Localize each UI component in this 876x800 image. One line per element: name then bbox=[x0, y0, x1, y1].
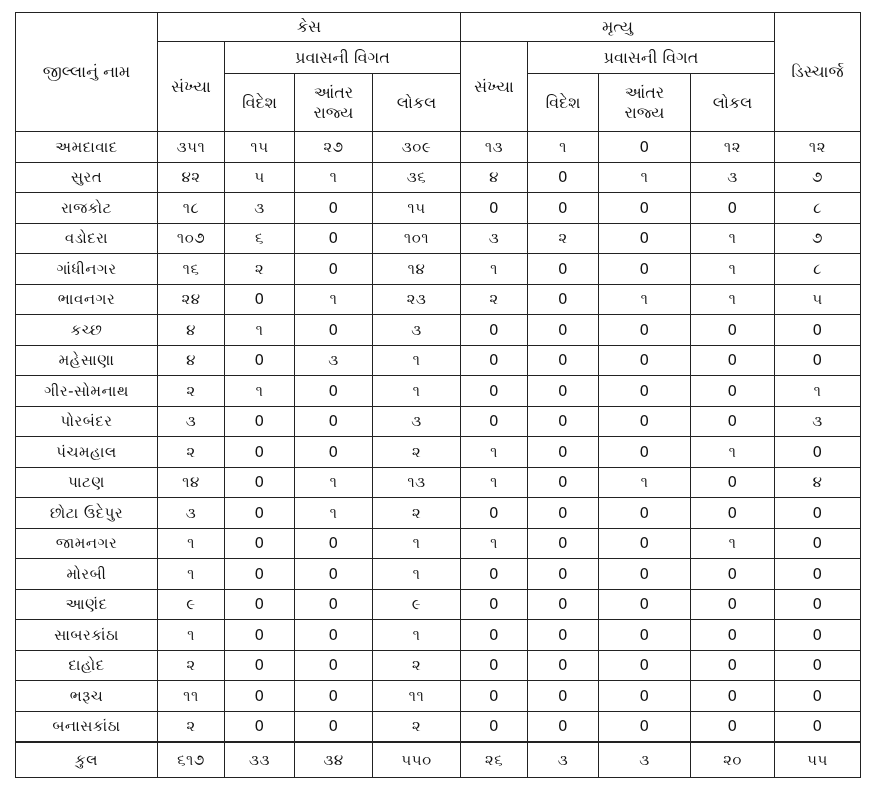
cases-interstate: 0 bbox=[295, 589, 373, 620]
cases-local: ૧૪ bbox=[373, 254, 461, 285]
header-cases-local: લોકલ bbox=[373, 74, 461, 132]
deaths-local: 0 bbox=[691, 406, 775, 437]
discharge-count: 0 bbox=[775, 315, 861, 346]
district-name: ભરૂચ bbox=[16, 681, 158, 712]
cases-local: ૧ bbox=[373, 528, 461, 559]
cases-local: ૩૬ bbox=[373, 162, 461, 193]
cases-interstate: ૨૭ bbox=[295, 132, 373, 163]
district-name: આણંદ bbox=[16, 589, 158, 620]
discharge-count: 0 bbox=[775, 620, 861, 651]
table-row bbox=[16, 406, 861, 437]
deaths-interstate: 0 bbox=[599, 711, 691, 742]
cases-interstate: ૧ bbox=[295, 284, 373, 315]
deaths-count: ૩ bbox=[461, 223, 528, 254]
deaths-count: 0 bbox=[461, 711, 528, 742]
district-name: મોરબી bbox=[16, 559, 158, 590]
cases-interstate: 0 bbox=[295, 711, 373, 742]
cases-count: ૨ bbox=[158, 650, 225, 681]
cases-foreign: 0 bbox=[225, 711, 295, 742]
table-row bbox=[16, 162, 861, 193]
deaths-local: 0 bbox=[691, 711, 775, 742]
table-row bbox=[16, 589, 861, 620]
deaths-local: ૧૨ bbox=[691, 132, 775, 163]
deaths-foreign: 0 bbox=[528, 528, 599, 559]
district-name: વડોદરા bbox=[16, 223, 158, 254]
cases-interstate: 0 bbox=[295, 223, 373, 254]
discharge-count: ૧૨ bbox=[775, 132, 861, 163]
cases-local: ૨૩ bbox=[373, 284, 461, 315]
cases-foreign: 0 bbox=[225, 406, 295, 437]
district-name: કચ્છ bbox=[16, 315, 158, 346]
deaths-interstate: 0 bbox=[599, 528, 691, 559]
district-name: જામનગર bbox=[16, 528, 158, 559]
deaths-local: 0 bbox=[691, 498, 775, 529]
total-deaths-local: ૨૦ bbox=[691, 742, 775, 778]
deaths-count: ૧ bbox=[461, 467, 528, 498]
deaths-local: 0 bbox=[691, 620, 775, 651]
discharge-count: 0 bbox=[775, 589, 861, 620]
discharge-count: 0 bbox=[775, 650, 861, 681]
cases-local: ૨ bbox=[373, 498, 461, 529]
cases-local: ૧ bbox=[373, 620, 461, 651]
cases-count: ૩ bbox=[158, 406, 225, 437]
deaths-count: ૧૩ bbox=[461, 132, 528, 163]
deaths-count: 0 bbox=[461, 498, 528, 529]
deaths-count: ૧ bbox=[461, 528, 528, 559]
deaths-interstate: ૧ bbox=[599, 284, 691, 315]
cases-count: ૨ bbox=[158, 711, 225, 742]
discharge-count: ૭ bbox=[775, 223, 861, 254]
district-name: સાબરકાંઠા bbox=[16, 620, 158, 651]
deaths-local: 0 bbox=[691, 589, 775, 620]
table-row bbox=[16, 467, 861, 498]
deaths-foreign: 0 bbox=[528, 681, 599, 712]
total-deaths-count: ૨૬ bbox=[461, 742, 528, 778]
cases-count: ૧૬ bbox=[158, 254, 225, 285]
deaths-foreign: 0 bbox=[528, 193, 599, 224]
cases-local: ૧૫ bbox=[373, 193, 461, 224]
table-row bbox=[16, 559, 861, 590]
deaths-count: 0 bbox=[461, 650, 528, 681]
table-row bbox=[16, 498, 861, 529]
cases-foreign: 0 bbox=[225, 498, 295, 529]
district-name: ગીર-સોમનાથ bbox=[16, 376, 158, 407]
cases-foreign: ૧ bbox=[225, 315, 295, 346]
deaths-foreign: ૧ bbox=[528, 132, 599, 163]
cases-count: ૩ bbox=[158, 498, 225, 529]
district-name: પંચમહાલ bbox=[16, 437, 158, 468]
deaths-interstate: ૧ bbox=[599, 162, 691, 193]
cases-foreign: 0 bbox=[225, 650, 295, 681]
table-row bbox=[16, 650, 861, 681]
cases-count: ૧૦૭ bbox=[158, 223, 225, 254]
deaths-interstate: 0 bbox=[599, 589, 691, 620]
total-discharge: ૫૫ bbox=[775, 742, 861, 778]
cases-local: ૩ bbox=[373, 406, 461, 437]
deaths-foreign: ૨ bbox=[528, 223, 599, 254]
deaths-foreign: 0 bbox=[528, 345, 599, 376]
header-deaths-local: લોકલ bbox=[691, 74, 775, 132]
total-cases-interstate: ૩૪ bbox=[295, 742, 373, 778]
cases-count: ૧ bbox=[158, 528, 225, 559]
cases-count: ૧૧ bbox=[158, 681, 225, 712]
cases-count: ૨૪ bbox=[158, 284, 225, 315]
cases-count: ૧૪ bbox=[158, 467, 225, 498]
deaths-foreign: 0 bbox=[528, 589, 599, 620]
table-row bbox=[16, 620, 861, 651]
cases-interstate: 0 bbox=[295, 437, 373, 468]
header-cases-travel-detail: પ્રવાસની વિગત bbox=[225, 42, 461, 74]
district-name: પાટણ bbox=[16, 467, 158, 498]
discharge-count: 0 bbox=[775, 559, 861, 590]
deaths-foreign: 0 bbox=[528, 650, 599, 681]
header-cases-count: સંખ્યા bbox=[158, 42, 225, 132]
total-cases-count: ૬૧૭ bbox=[158, 742, 225, 778]
table-row bbox=[16, 132, 861, 163]
cases-interstate: 0 bbox=[295, 559, 373, 590]
cases-local: ૯ bbox=[373, 589, 461, 620]
deaths-foreign: 0 bbox=[528, 620, 599, 651]
deaths-count: 0 bbox=[461, 376, 528, 407]
deaths-interstate: 0 bbox=[599, 406, 691, 437]
cases-foreign: ૧૫ bbox=[225, 132, 295, 163]
deaths-foreign: 0 bbox=[528, 315, 599, 346]
deaths-local: ૧ bbox=[691, 528, 775, 559]
cases-foreign: ૬ bbox=[225, 223, 295, 254]
header-district: જીલ્લાનું નામ bbox=[16, 13, 158, 132]
deaths-count: 0 bbox=[461, 406, 528, 437]
cases-interstate: 0 bbox=[295, 650, 373, 681]
covid-district-table bbox=[15, 12, 861, 778]
deaths-interstate: ૧ bbox=[599, 467, 691, 498]
cases-local: ૧ bbox=[373, 559, 461, 590]
cases-local: ૧ bbox=[373, 376, 461, 407]
district-name: બનાસકાંઠા bbox=[16, 711, 158, 742]
deaths-local: 0 bbox=[691, 559, 775, 590]
cases-foreign: 0 bbox=[225, 528, 295, 559]
cases-foreign: 0 bbox=[225, 345, 295, 376]
deaths-foreign: 0 bbox=[528, 284, 599, 315]
cases-foreign: 0 bbox=[225, 284, 295, 315]
discharge-count: 0 bbox=[775, 498, 861, 529]
deaths-interstate: 0 bbox=[599, 498, 691, 529]
table-row bbox=[16, 376, 861, 407]
cases-foreign: 0 bbox=[225, 559, 295, 590]
cases-foreign: 0 bbox=[225, 467, 295, 498]
deaths-interstate: 0 bbox=[599, 132, 691, 163]
cases-count: ૪ bbox=[158, 345, 225, 376]
cases-interstate: ૧ bbox=[295, 467, 373, 498]
district-name: ભાવનગર bbox=[16, 284, 158, 315]
district-name: સુરત bbox=[16, 162, 158, 193]
cases-count: ૪ bbox=[158, 315, 225, 346]
deaths-interstate: 0 bbox=[599, 345, 691, 376]
cases-interstate: ૧ bbox=[295, 498, 373, 529]
deaths-foreign: 0 bbox=[528, 162, 599, 193]
deaths-local: 0 bbox=[691, 315, 775, 346]
cases-interstate: 0 bbox=[295, 528, 373, 559]
header-deaths: મૃત્યુ bbox=[461, 13, 775, 42]
cases-interstate: 0 bbox=[295, 620, 373, 651]
cases-count: ૩૫૧ bbox=[158, 132, 225, 163]
cases-foreign: 0 bbox=[225, 437, 295, 468]
cases-local: ૧૦૧ bbox=[373, 223, 461, 254]
cases-count: ૯ bbox=[158, 589, 225, 620]
deaths-interstate: 0 bbox=[599, 193, 691, 224]
header-cases-foreign: વિદેશ bbox=[225, 74, 295, 132]
header-deaths-interstate: આંતર રાજ્ય bbox=[599, 74, 691, 132]
cases-interstate: 0 bbox=[295, 315, 373, 346]
discharge-count: ૪ bbox=[775, 467, 861, 498]
deaths-local: 0 bbox=[691, 193, 775, 224]
cases-count: ૨ bbox=[158, 376, 225, 407]
discharge-count: ૮ bbox=[775, 254, 861, 285]
table-row bbox=[16, 193, 861, 224]
deaths-interstate: 0 bbox=[599, 437, 691, 468]
cases-local: ૨ bbox=[373, 711, 461, 742]
cases-local: ૩ bbox=[373, 315, 461, 346]
deaths-local: 0 bbox=[691, 467, 775, 498]
cases-count: ૧ bbox=[158, 559, 225, 590]
deaths-count: ૧ bbox=[461, 437, 528, 468]
table-row bbox=[16, 681, 861, 712]
cases-interstate: 0 bbox=[295, 376, 373, 407]
deaths-interstate: 0 bbox=[599, 254, 691, 285]
deaths-count: 0 bbox=[461, 193, 528, 224]
table-row bbox=[16, 711, 861, 742]
cases-foreign: ૩ bbox=[225, 193, 295, 224]
deaths-foreign: 0 bbox=[528, 467, 599, 498]
deaths-interstate: 0 bbox=[599, 223, 691, 254]
deaths-count: ૪ bbox=[461, 162, 528, 193]
discharge-count: ૫ bbox=[775, 284, 861, 315]
district-name: રાજકોટ bbox=[16, 193, 158, 224]
discharge-count: 0 bbox=[775, 345, 861, 376]
deaths-local: ૧ bbox=[691, 284, 775, 315]
total-deaths-interstate: ૩ bbox=[599, 742, 691, 778]
deaths-local: 0 bbox=[691, 376, 775, 407]
discharge-count: 0 bbox=[775, 711, 861, 742]
deaths-count: 0 bbox=[461, 681, 528, 712]
header-cases: કેસ bbox=[158, 13, 461, 42]
discharge-count: 0 bbox=[775, 528, 861, 559]
cases-count: ૧૮ bbox=[158, 193, 225, 224]
discharge-count: 0 bbox=[775, 681, 861, 712]
district-name: મહેસાણા bbox=[16, 345, 158, 376]
deaths-count: ૧ bbox=[461, 254, 528, 285]
deaths-local: 0 bbox=[691, 345, 775, 376]
total-label: કુલ bbox=[16, 742, 158, 778]
cases-count: ૨ bbox=[158, 437, 225, 468]
header-discharge: ડિસ્ચાર્જ bbox=[775, 13, 861, 132]
cases-foreign: 0 bbox=[225, 620, 295, 651]
deaths-local: ૧ bbox=[691, 254, 775, 285]
deaths-interstate: 0 bbox=[599, 650, 691, 681]
deaths-count: 0 bbox=[461, 315, 528, 346]
table-row bbox=[16, 437, 861, 468]
cases-foreign: 0 bbox=[225, 681, 295, 712]
cases-foreign: 0 bbox=[225, 589, 295, 620]
discharge-count: ૩ bbox=[775, 406, 861, 437]
deaths-count: 0 bbox=[461, 559, 528, 590]
district-name: અમદાવાદ bbox=[16, 132, 158, 163]
deaths-local: ૧ bbox=[691, 437, 775, 468]
deaths-interstate: 0 bbox=[599, 559, 691, 590]
deaths-interstate: 0 bbox=[599, 681, 691, 712]
cases-local: ૧ bbox=[373, 345, 461, 376]
header-cases-interstate: આંતર રાજ્ય bbox=[295, 74, 373, 132]
cases-interstate: 0 bbox=[295, 254, 373, 285]
table-header bbox=[16, 13, 861, 132]
cases-local: ૨ bbox=[373, 650, 461, 681]
table-body bbox=[16, 132, 861, 742]
cases-count: ૧ bbox=[158, 620, 225, 651]
deaths-local: 0 bbox=[691, 681, 775, 712]
total-row bbox=[16, 742, 861, 778]
deaths-foreign: 0 bbox=[528, 254, 599, 285]
cases-local: ૧૧ bbox=[373, 681, 461, 712]
deaths-foreign: 0 bbox=[528, 376, 599, 407]
deaths-foreign: 0 bbox=[528, 711, 599, 742]
table-row bbox=[16, 254, 861, 285]
district-name: ગાંધીનગર bbox=[16, 254, 158, 285]
deaths-interstate: 0 bbox=[599, 315, 691, 346]
cases-interstate: 0 bbox=[295, 193, 373, 224]
covid-district-table-container bbox=[15, 12, 861, 778]
deaths-foreign: 0 bbox=[528, 406, 599, 437]
district-name: છોટા ઉદેપુર bbox=[16, 498, 158, 529]
cases-foreign: ૧ bbox=[225, 376, 295, 407]
deaths-foreign: 0 bbox=[528, 559, 599, 590]
deaths-count: 0 bbox=[461, 620, 528, 651]
deaths-count: ૨ bbox=[461, 284, 528, 315]
total-deaths-foreign: ૩ bbox=[528, 742, 599, 778]
deaths-local: 0 bbox=[691, 650, 775, 681]
cases-interstate: 0 bbox=[295, 406, 373, 437]
cases-interstate: 0 bbox=[295, 681, 373, 712]
deaths-count: 0 bbox=[461, 589, 528, 620]
cases-local: ૨ bbox=[373, 437, 461, 468]
discharge-count: 0 bbox=[775, 437, 861, 468]
cases-foreign: ૫ bbox=[225, 162, 295, 193]
deaths-local: ૩ bbox=[691, 162, 775, 193]
deaths-foreign: 0 bbox=[528, 498, 599, 529]
deaths-count: 0 bbox=[461, 345, 528, 376]
header-deaths-travel-detail: પ્રવાસની વિગત bbox=[528, 42, 775, 74]
district-name: પોરબંદર bbox=[16, 406, 158, 437]
discharge-count: ૧ bbox=[775, 376, 861, 407]
discharge-count: ૮ bbox=[775, 193, 861, 224]
cases-local: ૩૦૯ bbox=[373, 132, 461, 163]
cases-local: ૧૩ bbox=[373, 467, 461, 498]
district-name: દાહોદ bbox=[16, 650, 158, 681]
cases-count: ૪૨ bbox=[158, 162, 225, 193]
table-row bbox=[16, 223, 861, 254]
header-deaths-count: સંખ્યા bbox=[461, 42, 528, 132]
table-row bbox=[16, 284, 861, 315]
total-cases-foreign: ૩૩ bbox=[225, 742, 295, 778]
table-row bbox=[16, 528, 861, 559]
table-footer bbox=[16, 742, 861, 778]
total-cases-local: ૫૫૦ bbox=[373, 742, 461, 778]
deaths-interstate: 0 bbox=[599, 376, 691, 407]
cases-interstate: ૩ bbox=[295, 345, 373, 376]
discharge-count: ૭ bbox=[775, 162, 861, 193]
deaths-interstate: 0 bbox=[599, 620, 691, 651]
cases-foreign: ૨ bbox=[225, 254, 295, 285]
table-row bbox=[16, 315, 861, 346]
header-deaths-foreign: વિદેશ bbox=[528, 74, 599, 132]
deaths-local: ૧ bbox=[691, 223, 775, 254]
cases-interstate: ૧ bbox=[295, 162, 373, 193]
table-row bbox=[16, 345, 861, 376]
deaths-foreign: 0 bbox=[528, 437, 599, 468]
